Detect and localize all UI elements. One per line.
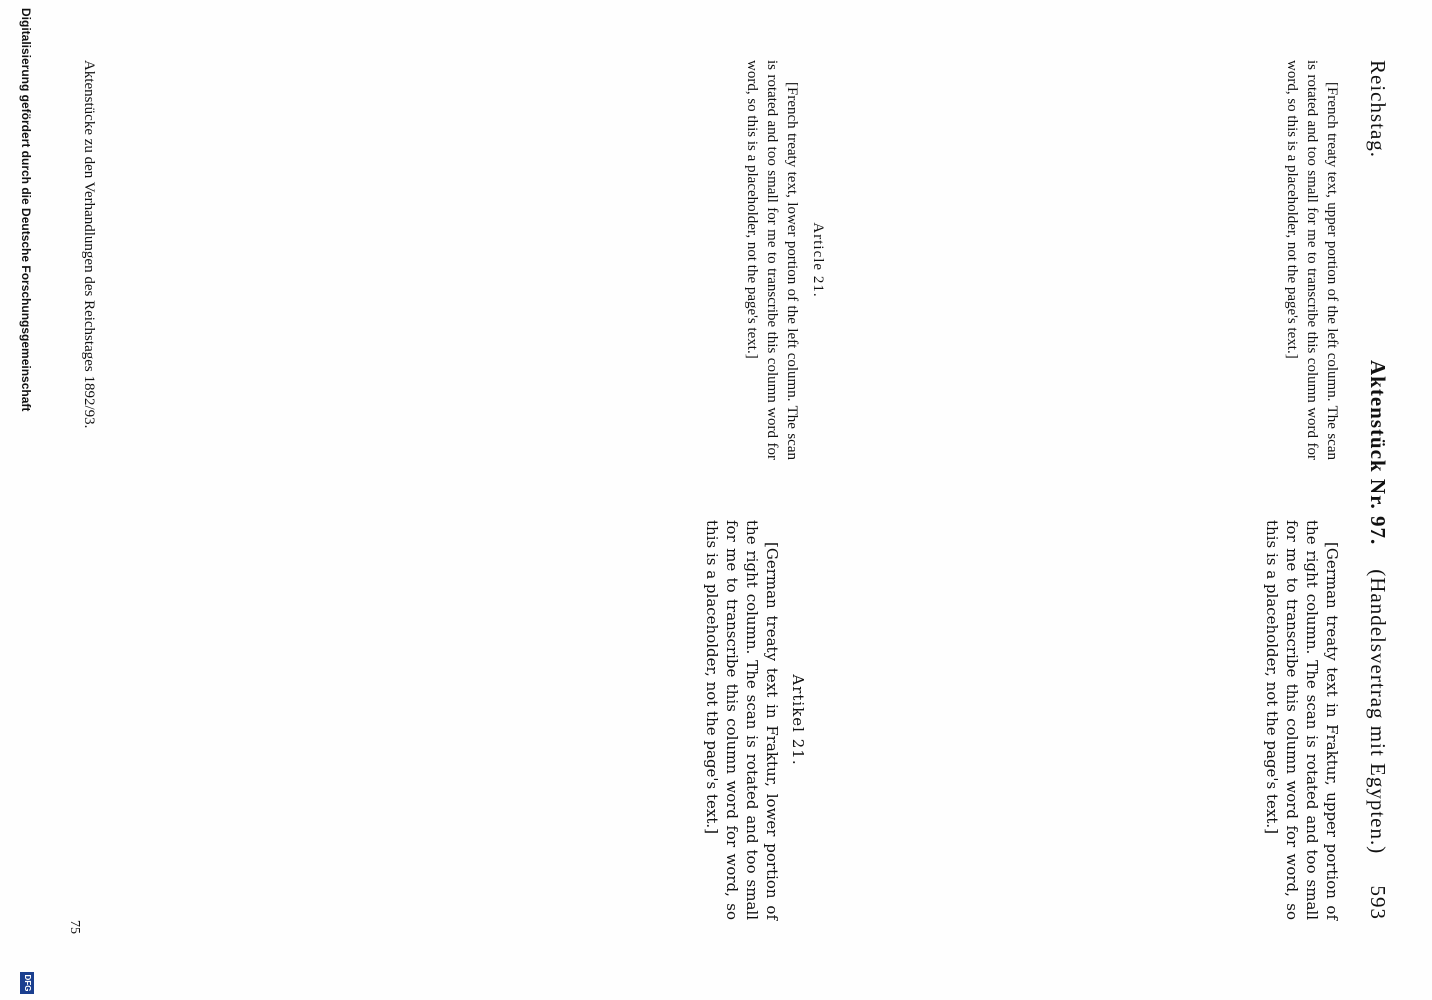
page-number: 593 xyxy=(1366,885,1390,920)
german-article-heading: Artikel 21. xyxy=(789,674,807,766)
dfg-logo: DFG xyxy=(20,972,34,994)
german-column xyxy=(696,520,1342,920)
header-left: Reichstag. xyxy=(1366,60,1390,159)
french-paragraph: [French treaty text, upper portion of the left column. The scan is rotated and too small for me to transcribe this column word for word, so this is a placeholder, not the page's text.] xyxy=(1284,60,1340,460)
header-right xyxy=(1365,569,1390,920)
running-header xyxy=(1356,60,1390,920)
french-paragraph: [French treaty text, lower portion of the left column. The scan is rotated and too small for me to transcribe this column word for word, so this is a placeholder, not the page's text.] xyxy=(744,60,800,460)
folio-number: 75 xyxy=(67,920,82,934)
german-paragraph: [German treaty text in Fraktur, lower portion of the right column. The scan is rotated and too small for me to transcribe this column word for word, so this is a placeholder, not the page's text.] xyxy=(703,520,781,920)
header-subtitle: (Handelsvertrag mit Egypten.) xyxy=(1366,569,1390,855)
french-article-heading: Article 21. xyxy=(810,222,826,298)
digitization-credit xyxy=(13,0,37,1000)
french-column xyxy=(736,60,1342,460)
header-title: Aktenstück Nr. 97. xyxy=(1366,360,1390,546)
footer-note: Aktenstücke zu den Verhandlungen des Reichstages 1892/93. xyxy=(81,60,97,429)
german-paragraph: [German treaty text in Fraktur, upper portion of the right column. The scan is rotated and too small for me to transcribe this column word for word, so this is a placeholder, not the page's text.] xyxy=(1263,520,1341,920)
credit-text: Digitalisierung gefördert durch die Deutsche Forschungsgemeinschaft xyxy=(19,8,33,412)
